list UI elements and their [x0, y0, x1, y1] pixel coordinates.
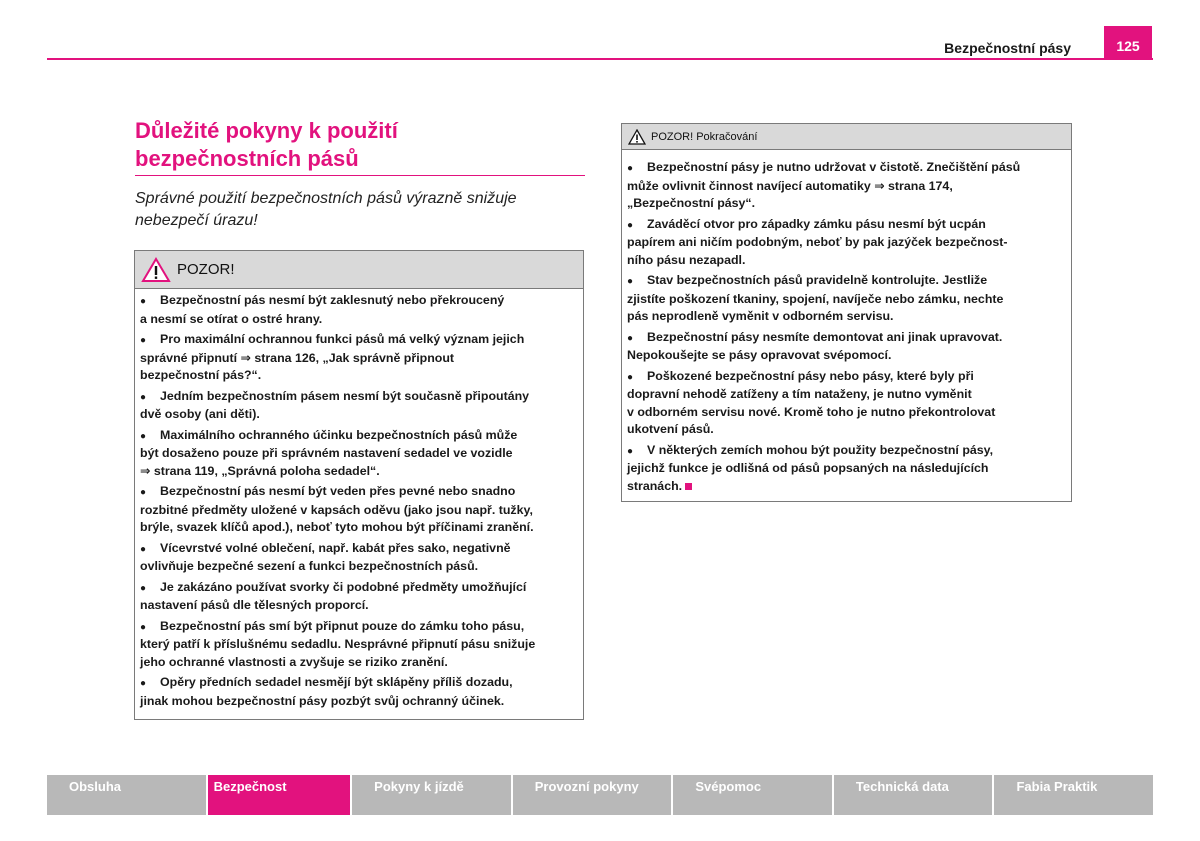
- warning-item: [140, 674, 579, 710]
- warning-item-line: [140, 579, 579, 598]
- warning-item-text: brýle, svazek klíčů apod.), neboť tyto mohou být příčinami zranění.: [140, 520, 534, 534]
- warning-item-line: [627, 159, 1067, 178]
- warning-item-text: bezpečnostní pás?“.: [140, 368, 262, 382]
- warning-item: [627, 272, 1067, 326]
- warning-item-text: pás neprodleně vyměnit v odborném servisu.: [627, 309, 894, 323]
- warning-item-line: [627, 308, 1067, 326]
- warning-item-line: [627, 368, 1067, 387]
- warning-item: [140, 331, 579, 385]
- warning-item-text: může ovlivnit činnost navíjecí automatiky ⇒ strana 174,: [627, 178, 953, 193]
- header-rule: [47, 58, 1153, 60]
- chapter-tab-4[interactable]: Svépomoc: [673, 775, 832, 815]
- lead-line: Správné použití bezpečnostních pásů výrazně snižuje: [135, 190, 517, 207]
- bullet-icon: ●: [140, 678, 147, 689]
- warning-item-text: rozbitné předměty uložené v kapsách oděvu (jako jsou např. tužky,: [140, 502, 533, 517]
- warning-item-text: a nesmí se otírat o ostré hrany.: [140, 311, 323, 326]
- warning-item-text: Pro maximální ochrannou funkci pásů má velký význam jejich: [160, 332, 525, 346]
- lead-line: nebezpečí úrazu!: [135, 212, 258, 229]
- title-rule: [135, 175, 585, 176]
- warning-item-line: [627, 195, 1067, 213]
- warning-item-line: [627, 478, 1067, 496]
- warning-item-line: [140, 540, 579, 559]
- warning-item-text: správné připnutí ⇒ strana 126, „Jak správně připnout: [140, 350, 455, 365]
- bullet-icon: ●: [627, 445, 634, 457]
- warning-item-text: jejichž funkce je odlišná od pásů popsaných na následujících: [627, 461, 989, 475]
- warning-item-text: „Bezpečnostní pásy“.: [627, 196, 756, 210]
- warning-item-line: [140, 636, 579, 654]
- warning-item-text: Bezpečnostní pásy nesmíte demontovat ani jinak upravovat.: [647, 329, 1003, 344]
- warning-item-text: Stav bezpečnostních pásů pravidelně kontrolujte. Jestliže: [647, 273, 988, 287]
- bullet-icon: ●: [627, 332, 634, 344]
- warning-item: [140, 427, 579, 481]
- warning-item-line: [627, 404, 1067, 422]
- bullet-icon: ●: [140, 296, 147, 307]
- warning-item-text: Bezpečnostní pás nesmí být veden přes pevné nebo snadno: [160, 484, 516, 498]
- warning-item-text: který patří k příslušnému sedadlu. Nesprávné připnutí pásu snižuje: [140, 637, 536, 651]
- warning-item: [627, 368, 1067, 439]
- warning-item-line: [140, 693, 579, 711]
- warning-item-text: nastavení pásů dle tělesných proporcí.: [140, 598, 369, 612]
- warning-triangle-icon: [141, 257, 171, 283]
- warning-item-line: [140, 463, 579, 481]
- warning-item: [627, 329, 1067, 365]
- warning-item-text: Bezpečnostní pás nesmí být zaklesnutý nebo překroucený: [160, 293, 505, 307]
- section-title: [135, 117, 585, 173]
- warning-item-text: Zaváděcí otvor pro západky zámku pásu nesmí být ucpán: [647, 216, 986, 231]
- warning-item-text: V některých zemích mohou být použity bezpečnostní pásy,: [647, 442, 994, 457]
- warning-item-line: [140, 367, 579, 385]
- bullet-icon: ●: [627, 276, 634, 287]
- warning-item-line: [627, 234, 1067, 252]
- warning-item: [627, 442, 1067, 496]
- bullet-icon: ●: [140, 430, 147, 442]
- bullet-icon: ●: [140, 391, 147, 403]
- warning-item-text: dopravní nehodě zatíženy a tím nataženy, je nutno vyměnit: [627, 387, 972, 401]
- chapter-tab-1[interactable]: Bezpečnost: [208, 775, 351, 815]
- warning-item: [140, 540, 579, 576]
- warning-item-text: Bezpečnostní pásy je nutno udržovat v čistotě. Znečištění pásů: [647, 160, 1021, 174]
- warning-item: [140, 292, 579, 328]
- warning-item-line: [627, 178, 1067, 196]
- section-title-line: Důležité pokyny k použití: [135, 118, 398, 143]
- warning-item: [140, 579, 579, 615]
- bullet-icon: ●: [140, 582, 147, 594]
- bullet-icon: ●: [140, 543, 147, 555]
- warning-item-text: jinak mohou bezpečnostní pásy pozbýt svůj ochranný účinek.: [140, 693, 505, 708]
- warning-label: POZOR!: [177, 261, 235, 278]
- warning-triangle-icon: [628, 129, 646, 145]
- warning-box: [134, 250, 584, 720]
- warning-item-text: ukotvení pásů.: [627, 422, 714, 436]
- warning-item-line: [140, 618, 579, 637]
- warning-item-text: ovlivňuje bezpečné sezení a funkci bezpečnostních pásů.: [140, 559, 479, 573]
- warning-item-text: v odborném servisu nové. Kromě toho je nutno překontrolovat: [627, 404, 996, 419]
- end-of-section-icon: [685, 483, 692, 490]
- warning-item: [140, 483, 579, 537]
- warning-item-text: Poškozené bezpečnostní pásy nebo pásy, které byly při: [647, 368, 974, 383]
- lead-text: [135, 188, 585, 232]
- warning-item-line: [140, 350, 579, 368]
- warning-item-text: Je zakázáno používat svorky či podobné předměty umožňující: [160, 579, 527, 594]
- warning-header: [135, 251, 583, 289]
- bullet-icon: ●: [627, 163, 634, 174]
- warning-item-line: [140, 483, 579, 502]
- warning-item-text: ního pásu nezapadl.: [627, 252, 746, 267]
- warning-item-text: ⇒ strana 119, „Správná poloha sedadel“.: [140, 463, 380, 478]
- warning-continued-box: [621, 123, 1072, 502]
- warning-item-line: [140, 519, 579, 537]
- warning-item-line: [140, 674, 579, 693]
- warning-body: [135, 289, 583, 710]
- warning-item-line: [140, 311, 579, 329]
- bullet-icon: ●: [140, 487, 147, 498]
- warning-item-line: [627, 329, 1067, 348]
- warning-item-text: stranách.: [627, 478, 683, 493]
- chapter-nav: [47, 775, 1153, 815]
- section-title-line: bezpečnostních pásů: [135, 146, 359, 171]
- warning-item-line: [140, 427, 579, 446]
- warning-item: [140, 618, 579, 672]
- warning-item-text: být dosaženo pouze při správném nastavení sedadel ve vozidle: [140, 446, 513, 460]
- chapter-tab-0[interactable]: Obsluha: [47, 775, 206, 815]
- warning-item-text: Maximálního ochranného účinku bezpečnostních pásů může: [160, 427, 518, 442]
- chapter-tab-3[interactable]: Provozní pokyny: [513, 775, 672, 815]
- warning-item-line: [140, 406, 579, 424]
- warning-item-text: Vícevrstvé volné oblečení, např. kabát přes sako, negativně: [160, 540, 511, 555]
- warning-item-line: [627, 252, 1067, 270]
- warning-item-line: [627, 421, 1067, 439]
- warning-item-text: jeho ochranné vlastnosti a zvyšuje se riziko zranění.: [140, 654, 448, 669]
- warning-item-line: [627, 460, 1067, 478]
- warning-item-text: Bezpečnostní pás smí být připnut pouze do zámku toho pásu,: [160, 618, 525, 633]
- warning-item-line: [140, 388, 579, 407]
- warning-item-text: zjistíte poškození tkaniny, spojení, navíječe nebo zámku, nechte: [627, 291, 1004, 306]
- warning-item-line: [627, 347, 1067, 365]
- chapter-tab-6[interactable]: Fabia Praktik: [994, 775, 1153, 815]
- page-number: 125: [1104, 26, 1152, 60]
- warning-item-line: [140, 445, 579, 463]
- warning-item: [627, 216, 1067, 270]
- chapter-tab-2[interactable]: Pokyny k jízdě: [352, 775, 511, 815]
- warning-item-line: [627, 291, 1067, 309]
- warning-continued-header: [622, 124, 1071, 150]
- warning-item-line: [140, 331, 579, 350]
- warning-item-line: [140, 558, 579, 576]
- warning-item-text: Nepokoušejte se pásy opravovat svépomocí.: [627, 348, 892, 362]
- warning-item-line: [140, 292, 579, 311]
- warning-item-text: dvě osoby (ani děti).: [140, 407, 260, 421]
- bullet-icon: ●: [140, 621, 147, 633]
- running-header-title: Bezpečnostní pásy: [944, 40, 1071, 56]
- warning-item: [140, 388, 579, 424]
- warning-item-text: Opěry předních sedadel nesmějí být sklápěny příliš dozadu,: [160, 675, 513, 689]
- warning-item: [627, 159, 1067, 213]
- warning-item-line: [627, 386, 1067, 404]
- bullet-icon: ●: [140, 335, 147, 346]
- warning-item-line: [140, 597, 579, 615]
- bullet-icon: ●: [627, 371, 634, 383]
- warning-item-text: Jedním bezpečnostním pásem nesmí být současně připoutány: [160, 388, 530, 403]
- warning-continued-label: POZOR! Pokračování: [651, 130, 758, 143]
- warning-item-line: [627, 272, 1067, 291]
- warning-item-line: [140, 502, 579, 520]
- bullet-icon: ●: [627, 219, 634, 231]
- warning-item-line: [627, 442, 1067, 461]
- warning-item-line: [140, 654, 579, 672]
- chapter-tab-5[interactable]: Technická data: [834, 775, 993, 815]
- warning-item-text: papírem ani ničím podobným, neboť by pak jazýček bezpečnost-: [627, 235, 1008, 249]
- warning-continued-body: [622, 150, 1071, 495]
- warning-item-line: [627, 216, 1067, 235]
